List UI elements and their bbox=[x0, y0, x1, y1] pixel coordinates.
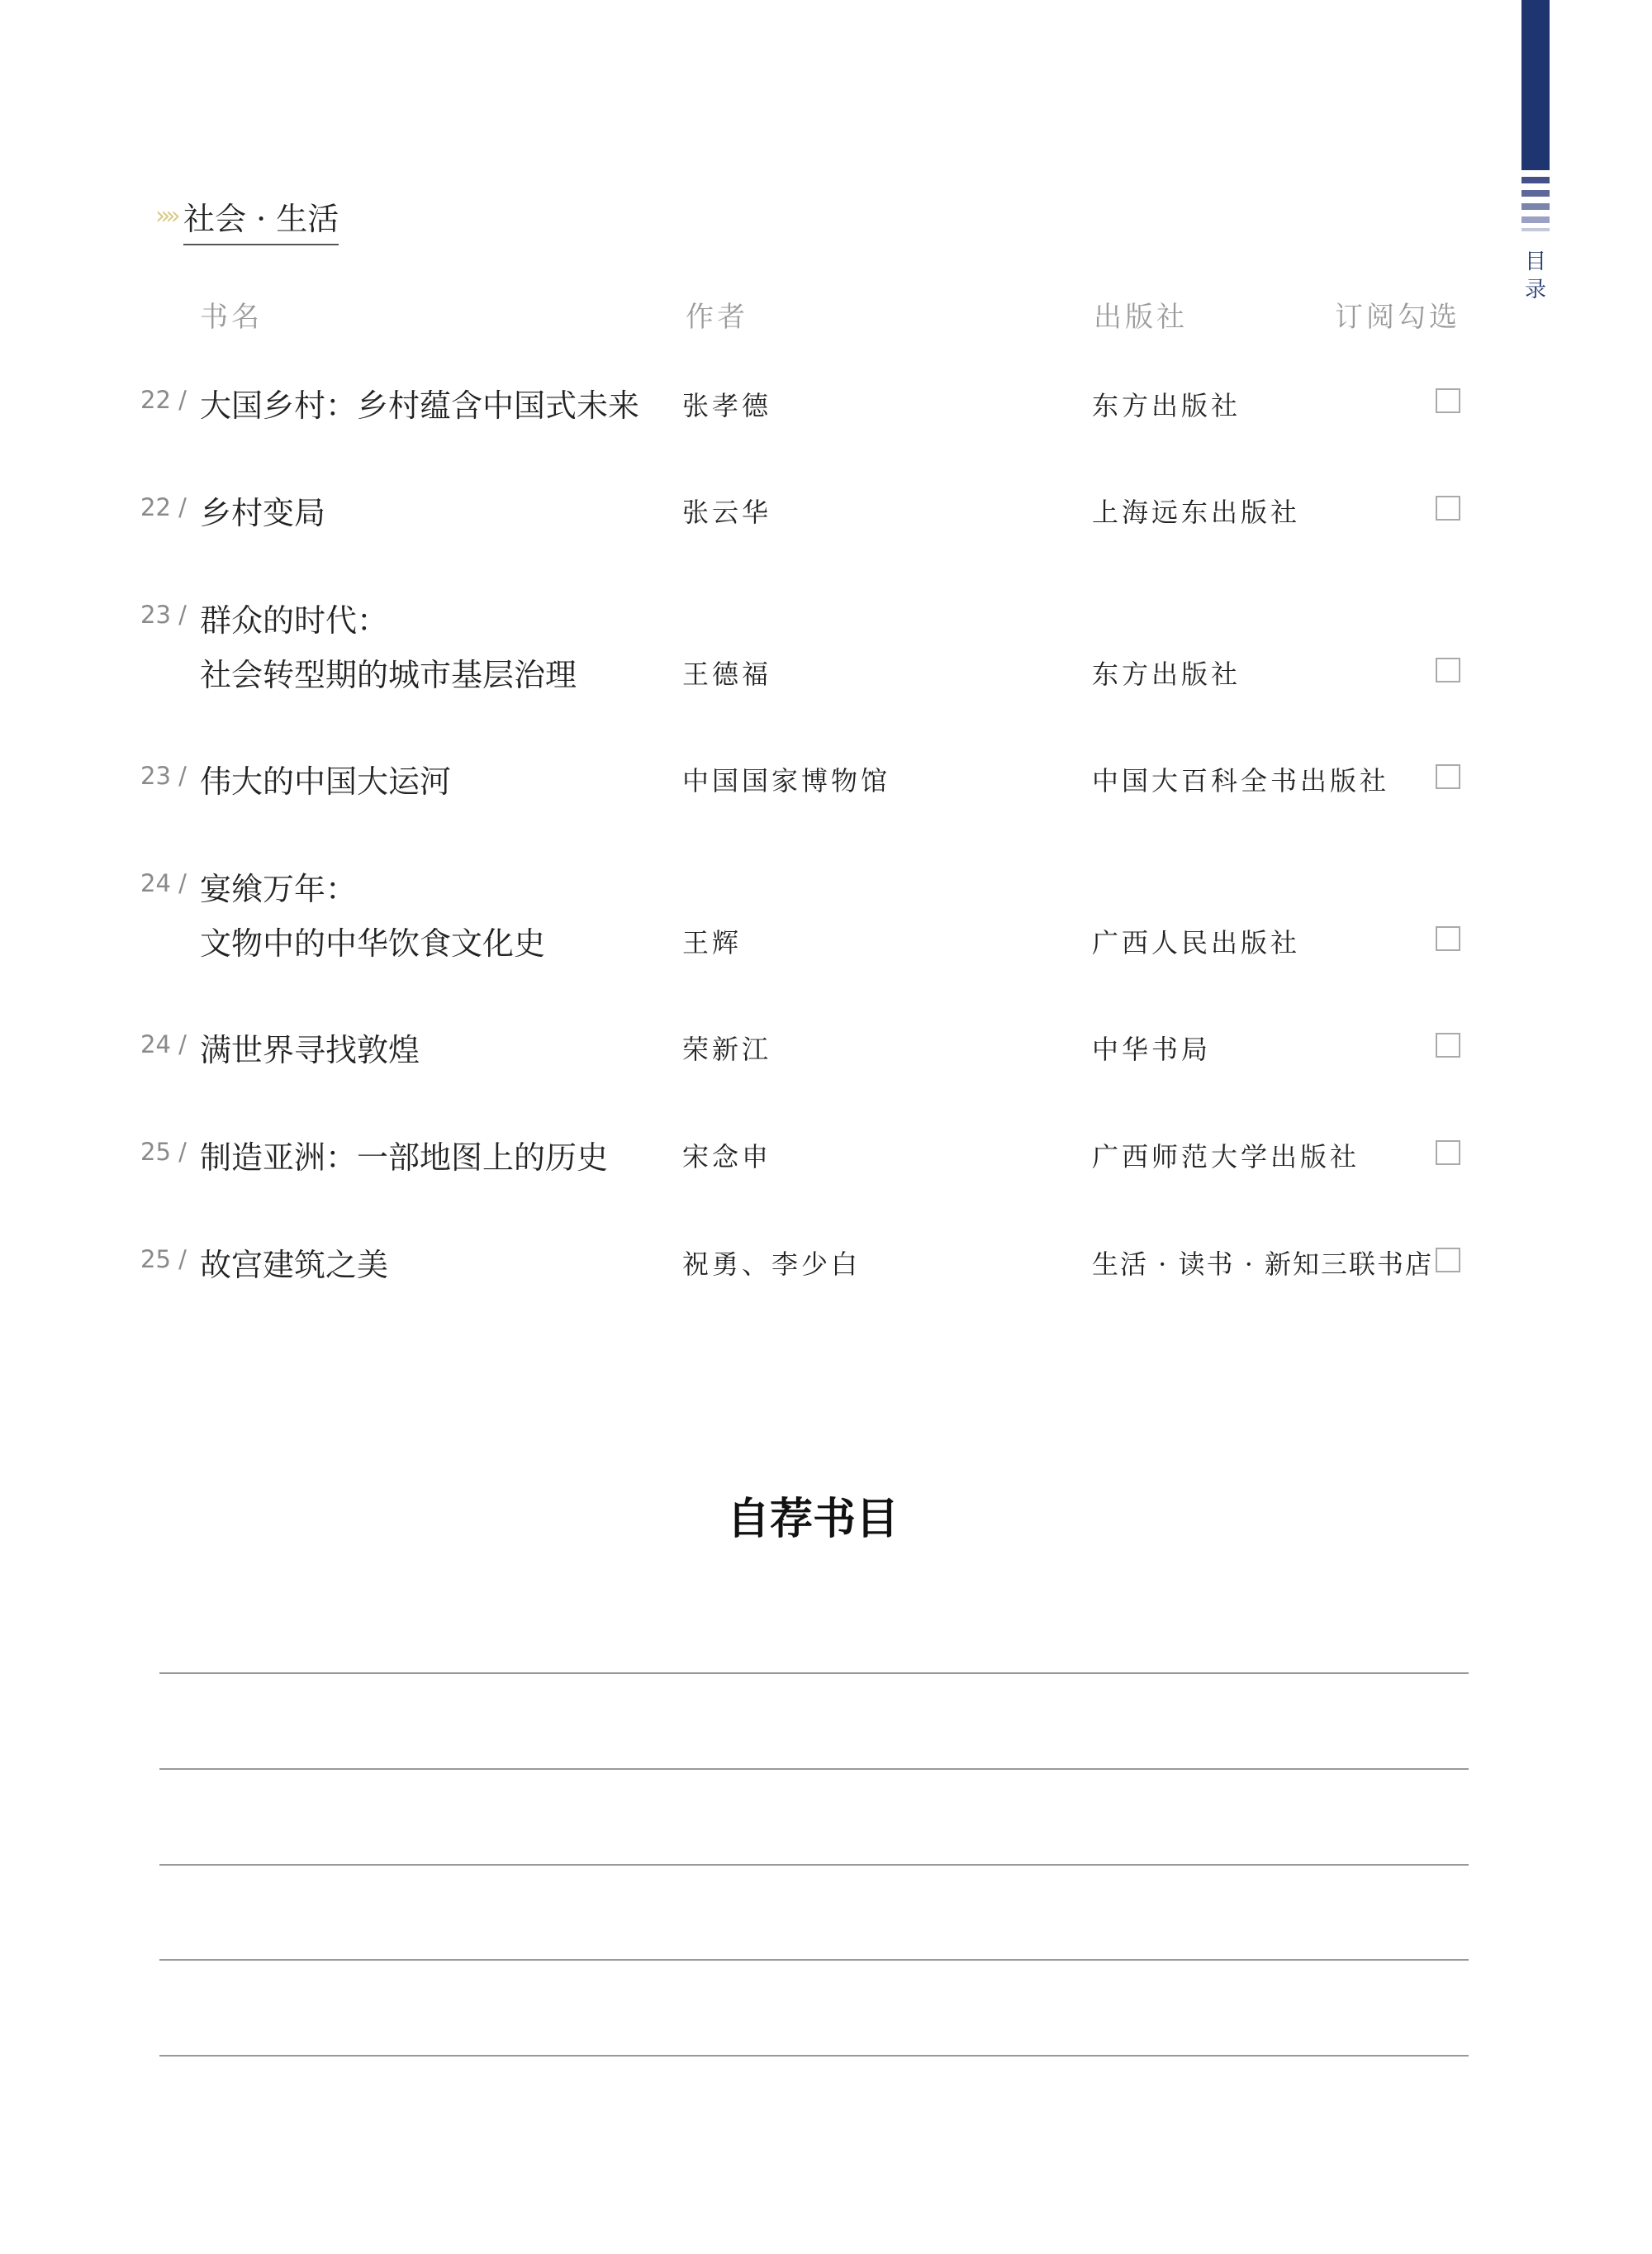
book-publisher: 广西师范大学出版社 bbox=[1092, 1141, 1360, 1172]
book-title-line1: 宴飨万年： bbox=[200, 871, 358, 907]
tab-stripe bbox=[1521, 228, 1550, 231]
subscribe-checkbox[interactable] bbox=[1436, 764, 1460, 789]
book-title: 大国乡村：乡村蕴含中国式未来 bbox=[200, 388, 640, 424]
book-author: 王辉 bbox=[682, 927, 743, 958]
book-author: 张云华 bbox=[682, 497, 772, 528]
recommend-write-line[interactable] bbox=[159, 1768, 1469, 1770]
book-author: 荣新江 bbox=[682, 1034, 772, 1065]
book-title: 乡村变局 bbox=[200, 495, 326, 531]
section-title: 社会 · 生活 bbox=[183, 193, 339, 245]
book-title: 满世界寻找敦煌 bbox=[200, 1032, 420, 1068]
book-page-number: 22 / bbox=[140, 493, 187, 521]
book-page-number: 23 / bbox=[140, 601, 187, 629]
subscribe-checkbox[interactable] bbox=[1436, 1248, 1460, 1272]
book-publisher: 东方出版社 bbox=[1092, 659, 1241, 690]
book-page-number: 23 / bbox=[140, 762, 187, 790]
book-page-number: 24 / bbox=[140, 869, 187, 897]
book-page-number: 24 / bbox=[140, 1030, 187, 1058]
book-title-line2: 文物中的中华饮食文化史 bbox=[200, 925, 546, 962]
subscribe-checkbox[interactable] bbox=[1436, 926, 1460, 951]
section-arrow-icon: »» bbox=[155, 202, 176, 231]
recommend-write-line[interactable] bbox=[159, 2055, 1469, 2057]
book-title: 故宫建筑之美 bbox=[200, 1247, 389, 1283]
book-publisher: 东方出版社 bbox=[1092, 390, 1241, 421]
tab-stripe bbox=[1521, 190, 1550, 197]
toc-tab-label[interactable]: 目 录 bbox=[1524, 250, 1546, 302]
recommend-write-line[interactable] bbox=[159, 1672, 1469, 1674]
subscribe-checkbox[interactable] bbox=[1436, 496, 1460, 521]
tab-stripe bbox=[1521, 203, 1550, 210]
subscribe-checkbox[interactable] bbox=[1436, 1140, 1460, 1165]
book-title-line1: 群众的时代： bbox=[200, 602, 389, 639]
subscribe-checkbox[interactable] bbox=[1436, 388, 1460, 413]
toc-tab-bar bbox=[1521, 0, 1550, 170]
book-author: 祝勇、李少白 bbox=[682, 1248, 862, 1280]
recommend-write-line[interactable] bbox=[159, 1864, 1469, 1866]
tab-stripe bbox=[1521, 216, 1550, 223]
book-publisher: 中华书局 bbox=[1092, 1034, 1212, 1065]
book-publisher: 生活 · 读书 · 新知三联书店 bbox=[1092, 1248, 1434, 1280]
column-header-title: 书名 bbox=[200, 301, 263, 334]
subscribe-checkbox[interactable] bbox=[1436, 1033, 1460, 1058]
book-title: 伟大的中国大运河 bbox=[200, 763, 452, 800]
book-title-line2: 社会转型期的城市基层治理 bbox=[200, 657, 577, 693]
book-publisher: 中国大百科全书出版社 bbox=[1092, 765, 1390, 797]
book-author: 王德福 bbox=[682, 659, 772, 690]
recommend-write-line[interactable] bbox=[159, 1959, 1469, 1961]
book-author: 中国国家博物馆 bbox=[682, 765, 891, 797]
book-author: 张孝德 bbox=[682, 390, 772, 421]
book-page-number: 25 / bbox=[140, 1245, 187, 1273]
subscribe-checkbox[interactable] bbox=[1436, 658, 1460, 682]
tab-stripe bbox=[1521, 177, 1550, 183]
book-publisher: 广西人民出版社 bbox=[1092, 927, 1301, 958]
column-header-subscribe: 订阅勾选 bbox=[1335, 301, 1460, 334]
column-header-author: 作者 bbox=[686, 301, 748, 334]
book-publisher: 上海远东出版社 bbox=[1092, 497, 1301, 528]
book-page-number: 22 / bbox=[140, 386, 187, 414]
recommend-heading: 自荐书目 bbox=[726, 1495, 899, 1544]
book-title: 制造亚洲：一部地图上的历史 bbox=[200, 1139, 609, 1176]
book-author: 宋念申 bbox=[682, 1141, 772, 1172]
column-header-publisher: 出版社 bbox=[1094, 301, 1188, 334]
book-page-number: 25 / bbox=[140, 1138, 187, 1166]
